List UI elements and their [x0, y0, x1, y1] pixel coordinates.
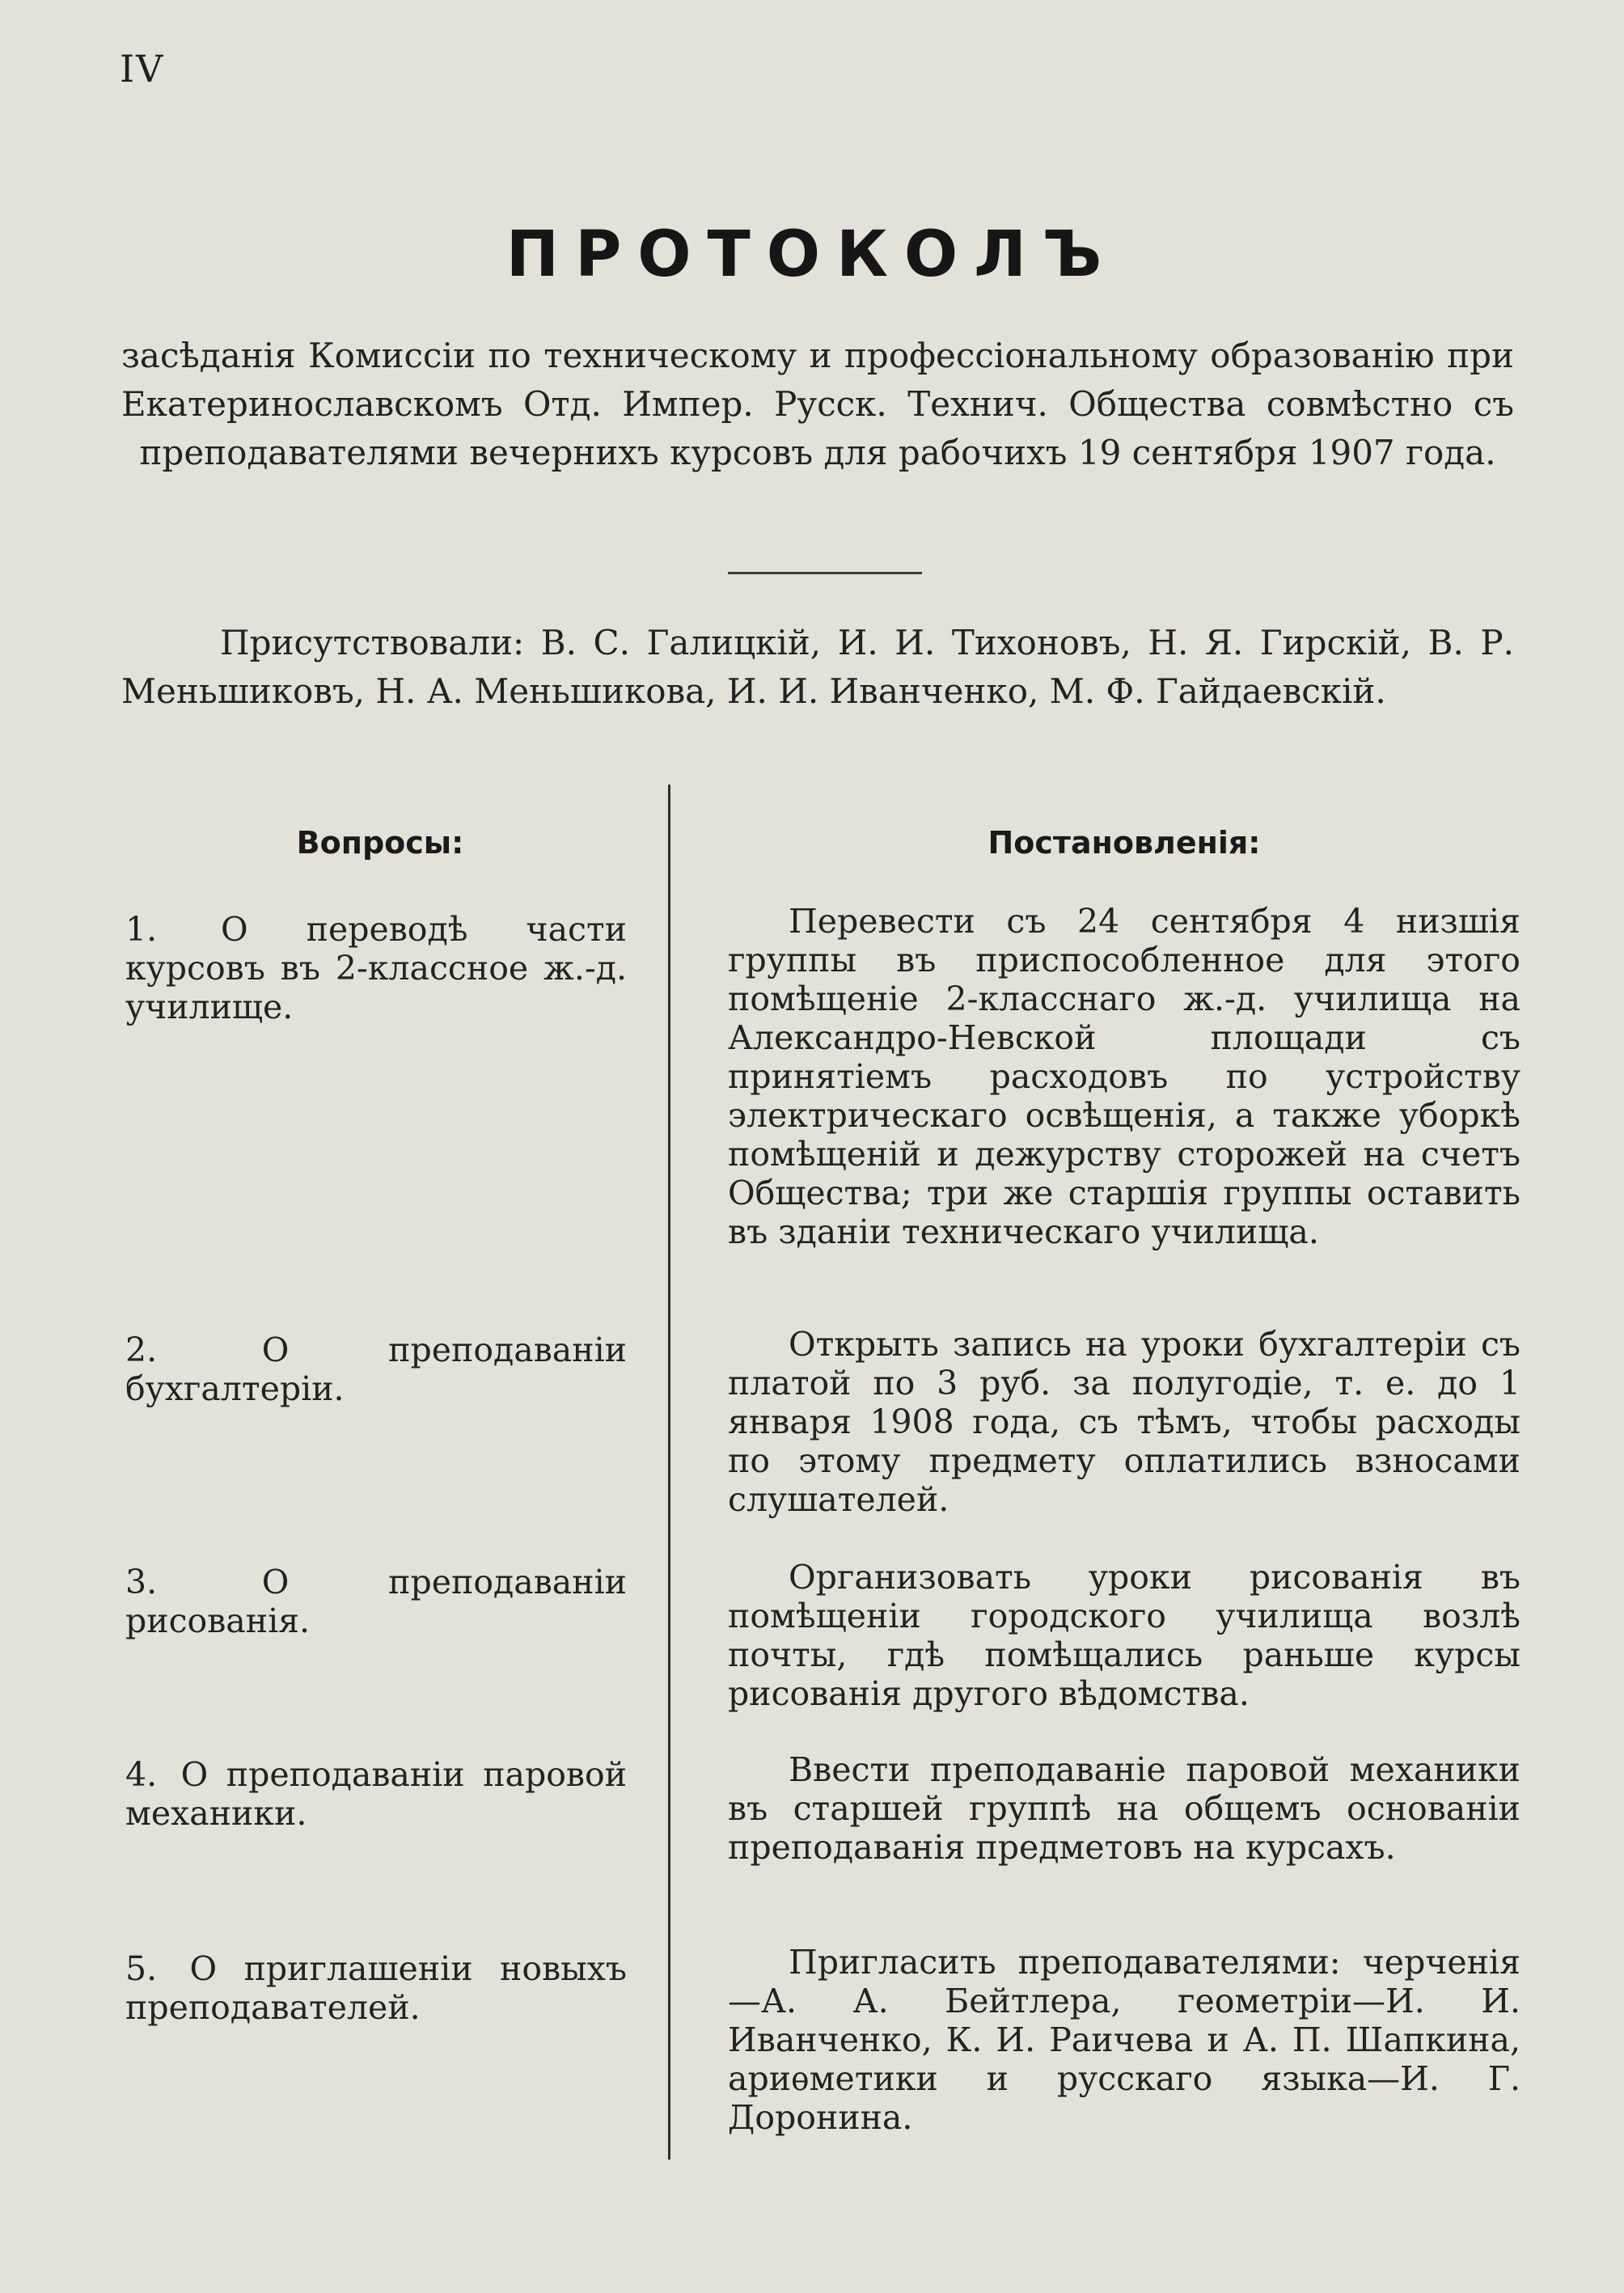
resolution-text: Открыть запись на уроки бухгалтеріи съ платой по 3 руб. за полугодіе, т. е. до 1 января 1908 года, съ тѣмъ, чтобы расходы по этому предмету оплатились взносами слушателей.	[728, 1325, 1520, 1519]
question-item	[125, 1949, 627, 2027]
document-subtitle: засѣданія Комиссіи по техническому и профессіональному образованію при Екатеринославскомъ Отд. Импер. Русск. Технич. Общества совмѣстно съ преподавателями вечернихъ курсовъ для рабочихъ 19 сентября 1907 года.	[121, 336, 1514, 472]
question-number: 4.	[125, 1755, 158, 1794]
question-item	[125, 1563, 627, 1640]
question-item	[125, 1755, 627, 1833]
question-number: 3.	[125, 1563, 158, 1601]
question-number: 1.	[125, 910, 158, 949]
resolutions-header: Постановленія:	[988, 825, 1261, 861]
resolution-text: Перевести съ 24 сентября 4 низшія группы въ приспособленное для этого помѣщеніе 2-класснаго ж.-д. училища на Александро-Невской площади съ принятіемъ расходовъ по устройству электрическаго освѣщенія, а также уборкѣ помѣщеній и дежурству сторожей на счетъ Общества; три же старшія группы оставить въ зданіи техническаго училища.	[728, 902, 1520, 1251]
questions-header: Вопросы:	[296, 825, 464, 861]
attendees-paragraph: Присутствовали: В. С. Галицкій, И. И. Тихоновъ, Н. Я. Гирскій, В. Р. Меньшиковъ, Н. А. Меньшикова, И. И. Иванченко, М. Ф. Гайдаевскій.	[121, 623, 1514, 711]
resolution-text: Пригласить преподавателями: черченія—А. А. Бейтлера, геометріи—И. И. Иванченко, К. И. Раичева и А. П. Шапкина, ариѳметики и русскаго языка—И. Г. Доронина.	[728, 1943, 1520, 2137]
question-number: 5.	[125, 1949, 158, 1988]
page-number: IV	[120, 47, 165, 91]
question-number: 2.	[125, 1331, 158, 1369]
question-text: О переводѣ части курсовъ въ 2-классное ж.-д. училище.	[125, 910, 627, 1026]
separator-rule	[728, 572, 922, 574]
question-text: О приглашеніи новыхъ преподавателей.	[125, 1949, 627, 2027]
column-divider	[668, 785, 670, 2160]
question-item	[125, 910, 627, 1026]
question-text: О преподаваніи бухгалтеріи.	[125, 1331, 627, 1408]
resolution-text: Организовать уроки рисованія въ помѣщеніи городского училища возлѣ почты, гдѣ помѣщались раньше курсы рисованія другого вѣдомства.	[728, 1558, 1520, 1713]
question-item	[125, 1331, 627, 1408]
document-title: ПРОТОКОЛЪ	[505, 218, 1119, 291]
resolution-text: Ввести преподаваніе паровой механики въ старшей группѣ на общемъ основаніи преподаванія предметовъ на курсахъ.	[728, 1750, 1520, 1867]
question-text: О преподаваніи рисованія.	[125, 1563, 627, 1640]
question-text: О преподаваніи паровой механики.	[125, 1755, 627, 1833]
